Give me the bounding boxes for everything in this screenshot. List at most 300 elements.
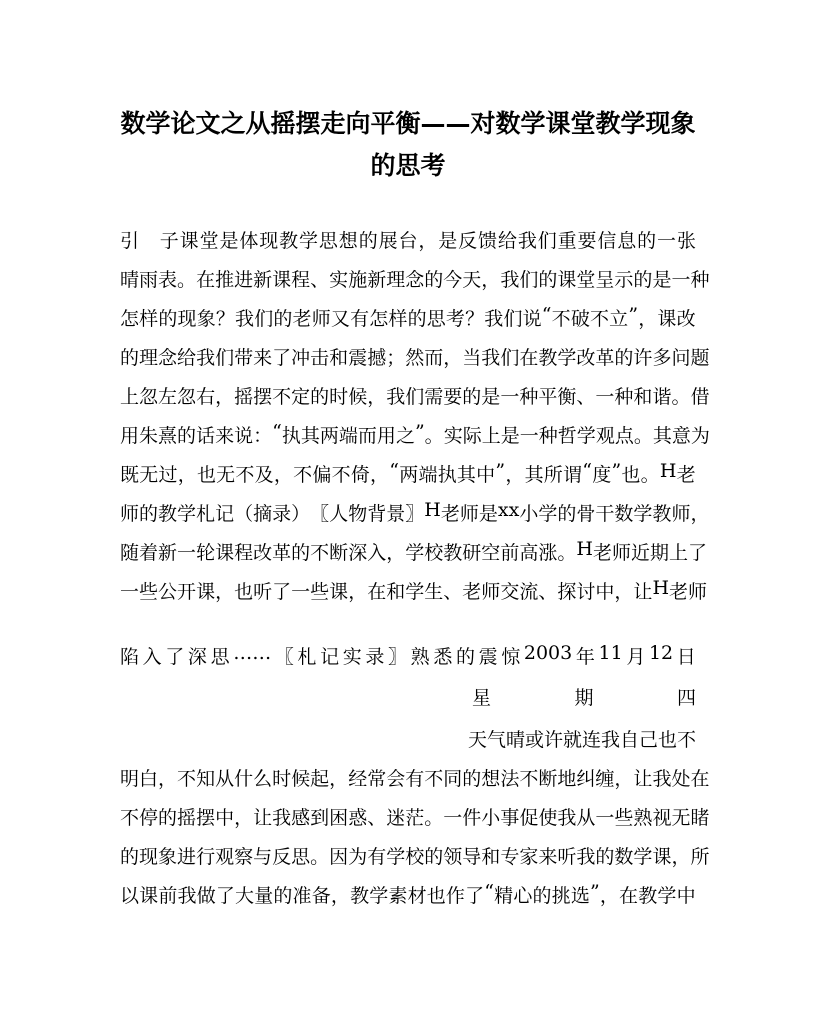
body-char: ，: [671, 846, 691, 868]
body-char: 是: [219, 230, 239, 252]
body-char: ”: [414, 421, 425, 443]
body-char: 些: [614, 807, 634, 829]
body-char: 的: [462, 768, 482, 790]
body-char: ，: [234, 807, 254, 829]
body-char: 、: [538, 581, 558, 603]
body-char: 我: [576, 846, 596, 868]
body-char: 熟: [633, 807, 653, 829]
body-char: 用: [376, 425, 396, 447]
body-char: 处: [671, 768, 691, 790]
body-char: 和: [633, 386, 653, 408]
body-char: 的: [462, 386, 482, 408]
body-char: 视: [652, 807, 672, 829]
body-char: 使: [538, 807, 558, 829]
body-char: 素: [388, 885, 408, 907]
spread-token: 记: [320, 646, 340, 668]
body-char: H: [424, 499, 441, 521]
body-char: 精: [494, 885, 514, 907]
body-char: 又: [330, 308, 350, 330]
body-char: 其: [300, 425, 320, 447]
spread-token: 11: [598, 642, 623, 664]
body-char: 让: [633, 768, 653, 790]
body-char: 上: [669, 542, 689, 564]
body-char: 前: [158, 885, 178, 907]
body-char: 怎: [120, 308, 140, 330]
body-char: 涨: [538, 542, 558, 564]
body-char: 给: [177, 347, 197, 369]
spread-token: 12: [648, 642, 674, 664]
body-char: 熹: [158, 425, 178, 447]
body-char: 倚: [350, 464, 370, 486]
body-char: 所: [543, 464, 563, 486]
body-char: 的: [120, 846, 140, 868]
body-char: 导: [462, 846, 482, 868]
body-char: 天: [462, 269, 482, 291]
body-char: 平: [538, 386, 558, 408]
body-char: 施: [348, 269, 368, 291]
body-char: 了: [688, 542, 708, 564]
body-char: 随: [120, 542, 140, 564]
body-char: 老: [676, 464, 696, 486]
body-char: 我: [481, 347, 501, 369]
body-char: 和: [386, 581, 406, 603]
body-char: 样: [388, 308, 408, 330]
body-char: ”: [628, 304, 639, 326]
weekday-char: 期: [574, 687, 594, 709]
body-char: 我: [652, 768, 672, 790]
body-char: 的: [273, 308, 293, 330]
body-char: 物: [348, 503, 368, 525]
body-char: 定: [291, 386, 311, 408]
body-char: 一: [595, 807, 615, 829]
body-char: 不: [293, 464, 313, 486]
body-char: ：: [253, 425, 273, 447]
body-char: 我: [517, 230, 537, 252]
body-char: 不: [272, 386, 292, 408]
body-char: 地: [557, 768, 577, 790]
body-char: 谓: [563, 464, 583, 486]
body-char: 校: [424, 542, 444, 564]
body-char: 、: [576, 386, 596, 408]
body-char: 怎: [369, 308, 389, 330]
body-char: 。: [557, 542, 577, 564]
body-char: 候: [291, 768, 311, 790]
body-char: “: [484, 881, 494, 903]
body-char: 改: [576, 347, 596, 369]
body-line-5: [120, 382, 710, 409]
body-char: ；: [386, 347, 406, 369]
body-char: 们: [519, 269, 539, 291]
body-char: 中: [215, 807, 235, 829]
body-char: 学: [657, 885, 677, 907]
body-char: 其: [456, 464, 476, 486]
body-char: 备: [311, 885, 331, 907]
body-char: 需: [424, 386, 444, 408]
body-char: 衡: [557, 386, 577, 408]
body-char: 老: [592, 542, 612, 564]
body-char: 许: [633, 347, 653, 369]
body-char: 堂: [576, 269, 596, 291]
body-char: 在: [367, 581, 387, 603]
body-char: 学: [405, 581, 425, 603]
body-char: 挑: [551, 885, 571, 907]
body-char: 些: [139, 581, 159, 603]
body-char: 震: [348, 347, 368, 369]
spread-token: ……: [233, 642, 272, 664]
body-char: 生: [424, 581, 444, 603]
body-char: 中: [595, 581, 615, 603]
body-char: 改: [676, 308, 696, 330]
spread-token: 悉: [433, 646, 453, 668]
body-char: 种: [690, 269, 710, 291]
body-char: 什: [234, 768, 254, 790]
body-char: 要: [577, 230, 597, 252]
body-char: 而: [357, 425, 377, 447]
body-char: 。: [424, 425, 444, 447]
body-char: 理: [386, 269, 406, 291]
body-char: 而: [424, 347, 444, 369]
body-char: 我: [500, 269, 520, 291]
body-char: 程: [291, 269, 311, 291]
body-char: 行: [196, 846, 216, 868]
body-char: 来: [538, 846, 558, 868]
body-char: 不: [590, 308, 610, 330]
body-char: 不: [120, 807, 140, 829]
body-char: 冲: [291, 347, 311, 369]
body-char: 入: [367, 542, 387, 564]
body-char: 改: [253, 542, 273, 564]
body-char: 候: [348, 386, 368, 408]
body-char: “: [582, 460, 592, 482]
body-char: 一: [291, 581, 311, 603]
body-line-2: [120, 265, 710, 292]
body-char: 给: [497, 230, 517, 252]
body-char: 学: [633, 503, 653, 525]
body-char: 课: [652, 846, 672, 868]
body-char: 准: [292, 885, 312, 907]
body-char: 所: [690, 846, 710, 868]
body-char: 心: [513, 885, 533, 907]
body-char: 、: [310, 269, 330, 291]
body-line-7: [120, 460, 696, 487]
body-char: 观: [595, 425, 615, 447]
weather-line: 天气晴或许就连我自己也不: [467, 729, 696, 751]
spread-token: 录: [365, 646, 385, 668]
body-char: 程: [234, 542, 254, 564]
body-char: 老: [462, 581, 482, 603]
body-char: 迷: [386, 807, 406, 829]
body-char: 研: [462, 542, 482, 564]
body-char: 校: [405, 846, 425, 868]
body-char: 摆: [253, 386, 273, 408]
body-char: 听: [253, 581, 273, 603]
body-char: 期: [650, 542, 670, 564]
body-char: 点: [614, 425, 634, 447]
body-char: 茫: [405, 807, 425, 829]
body-char: 高: [519, 542, 539, 564]
body-char: 师: [120, 503, 140, 525]
spread-token: 的: [455, 646, 475, 668]
body-char: 样: [139, 308, 159, 330]
body-char: 课: [196, 581, 216, 603]
body-char: 察: [234, 846, 254, 868]
body-char: 教: [443, 542, 463, 564]
body-char: 新: [158, 542, 178, 564]
body-char: ，: [348, 581, 368, 603]
body-char: 理: [139, 347, 159, 369]
body-char: 执: [437, 464, 457, 486]
spread-token: 震: [478, 646, 498, 668]
body-char: 讨: [576, 581, 596, 603]
body-char: 台: [398, 230, 418, 252]
body-char: 表: [158, 269, 178, 291]
body-char: 干: [595, 503, 615, 525]
body-char: 不: [310, 542, 330, 564]
spread-token: 熟: [410, 646, 430, 668]
body-char: 思: [426, 308, 446, 330]
body-char: 我: [484, 308, 504, 330]
body-char: 既: [120, 464, 140, 486]
spread-token: 实: [342, 646, 362, 668]
body-char: 知: [196, 768, 216, 790]
body-char: 象: [196, 308, 216, 330]
body-char: 是: [481, 386, 501, 408]
spread-token: 札: [297, 646, 317, 668]
body-char: 背: [367, 503, 387, 525]
body-char: ，: [443, 347, 463, 369]
body-char: 不: [551, 308, 571, 330]
body-char: 教: [158, 503, 178, 525]
body-char: 同: [443, 768, 463, 790]
document-title-line-1: 数学论文之从摇摆走向平衡——对数学课堂教学现象: [120, 109, 696, 138]
body-char: 摇: [177, 807, 197, 829]
body-char: 的: [120, 347, 140, 369]
body-char: 不: [331, 464, 351, 486]
body-char: 教: [350, 885, 370, 907]
body-char: 说: [234, 425, 254, 447]
body-char: 到: [310, 807, 330, 829]
body-line-after-3: [120, 842, 710, 869]
body-char: 推: [215, 269, 235, 291]
body-char: 师: [481, 581, 501, 603]
body-char: 示: [614, 269, 634, 291]
body-char: 和: [481, 846, 501, 868]
body-char: 们: [537, 230, 557, 252]
body-char: 想: [338, 230, 358, 252]
spread-token: 惊: [501, 646, 521, 668]
body-char: 数: [614, 503, 634, 525]
body-char: ”: [611, 460, 622, 482]
body-char: 的: [614, 347, 634, 369]
body-char: 的: [310, 386, 330, 408]
body-char: 反: [272, 846, 292, 868]
body-char: 也: [621, 464, 641, 486]
body-char: 教: [279, 230, 299, 252]
body-char: 重: [557, 230, 577, 252]
body-line-after-1: [120, 764, 710, 791]
body-char: 的: [158, 308, 178, 330]
body-char: 我: [272, 807, 292, 829]
body-line-4: [120, 343, 710, 370]
body-char: 我: [386, 386, 406, 408]
body-char: 击: [310, 347, 330, 369]
body-char: 常: [367, 768, 387, 790]
body-char: 哲: [557, 425, 577, 447]
body-char: H: [659, 460, 677, 482]
body-char: 以: [120, 885, 140, 907]
body-char: 师: [611, 542, 631, 564]
body-char: 上: [120, 386, 140, 408]
body-char: 骨: [576, 503, 596, 525]
body-char: 子: [159, 230, 179, 252]
body-char: 学: [557, 347, 577, 369]
body-char: 课: [179, 230, 199, 252]
body-char: 和: [329, 347, 349, 369]
body-char: H: [576, 538, 593, 560]
body-char: 件: [462, 807, 482, 829]
body-char: 近: [630, 542, 650, 564]
body-char: 流: [519, 581, 539, 603]
body-char: ，: [215, 581, 235, 603]
body-char: 进: [177, 846, 197, 868]
body-char: 些: [310, 581, 330, 603]
body-char: 纠: [576, 768, 596, 790]
body-line-8: [120, 499, 710, 526]
body-char: 。: [310, 846, 330, 868]
body-char: 、: [443, 581, 463, 603]
body-char: 的: [595, 846, 615, 868]
body-char: 着: [139, 542, 159, 564]
body-char: 晴: [120, 269, 140, 291]
body-char: 来: [215, 425, 235, 447]
spread-token: 陷: [120, 646, 140, 668]
body-char: 要: [443, 386, 463, 408]
body-char: 学: [538, 503, 558, 525]
body-char: “: [541, 304, 552, 326]
body-char: 的: [637, 230, 657, 252]
body-char: ，: [505, 464, 525, 486]
body-char: 感: [291, 807, 311, 829]
body-char: 的: [273, 885, 293, 907]
body-char: 〖: [310, 503, 330, 525]
body-char: H: [652, 577, 670, 599]
body-char: 上: [481, 425, 501, 447]
body-char: 一: [177, 542, 197, 564]
body-char: ）: [291, 503, 311, 525]
body-char: ，: [158, 768, 178, 790]
body-char: 也: [234, 581, 254, 603]
body-char: 朱: [139, 425, 159, 447]
body-char: 一: [500, 386, 520, 408]
body-char: 的: [532, 885, 552, 907]
body-char: 课: [557, 269, 577, 291]
body-char: 展: [378, 230, 398, 252]
spread-token: 2003: [523, 642, 573, 664]
body-char: 一: [519, 425, 539, 447]
body-char: 用: [120, 425, 140, 447]
body-char: 教: [538, 347, 558, 369]
body-char: 一: [671, 269, 691, 291]
body-char: 谐: [652, 386, 672, 408]
body-char: 。: [633, 425, 653, 447]
body-char: 与: [253, 846, 273, 868]
body-char: 反: [458, 230, 478, 252]
body-char: 学: [369, 885, 389, 907]
body-char: 今: [443, 269, 463, 291]
body-char: 左: [158, 386, 178, 408]
body-char: 两: [399, 464, 419, 486]
body-char: 是: [478, 503, 498, 525]
body-char: ，: [418, 230, 438, 252]
body-char: 我: [177, 885, 197, 907]
body-char: 课: [657, 308, 677, 330]
body-char: 无: [216, 464, 236, 486]
body-char: 种: [614, 386, 634, 408]
body-char: 问: [671, 347, 691, 369]
body-char: 及: [254, 464, 274, 486]
body-char: 们: [254, 308, 274, 330]
body-char: 小: [519, 503, 539, 525]
body-line-spread: [120, 642, 696, 669]
body-char: 种: [538, 425, 558, 447]
body-line-6: [120, 421, 710, 448]
body-char: 话: [196, 425, 216, 447]
body-char: 会: [386, 768, 406, 790]
body-char: 现: [177, 308, 197, 330]
body-char: 困: [329, 807, 349, 829]
body-char: 学: [177, 503, 197, 525]
body-char: 开: [177, 581, 197, 603]
body-char: 不: [177, 768, 197, 790]
body-char: 实: [329, 269, 349, 291]
body-char: 忽: [177, 386, 197, 408]
body-char: 忽: [139, 386, 159, 408]
body-char: 前: [500, 542, 520, 564]
body-char: 师: [688, 581, 708, 603]
body-char: 学: [405, 542, 425, 564]
body-char: 停: [139, 807, 159, 829]
body-line-after-4: [120, 881, 696, 908]
body-char: ，: [614, 581, 634, 603]
body-char: 白: [139, 768, 159, 790]
body-char: 念: [405, 269, 425, 291]
body-char: 摘: [253, 503, 273, 525]
document-title-line-2: 的思考: [370, 151, 446, 180]
body-char: 堂: [199, 230, 219, 252]
body-char: 学: [633, 846, 653, 868]
body-char: 师: [671, 503, 691, 525]
body-char: 量: [254, 885, 274, 907]
body-char: （: [234, 503, 254, 525]
body-char: 呈: [595, 269, 615, 291]
body-char: 现: [139, 846, 159, 868]
body-char: 的: [291, 542, 311, 564]
body-char: 立: [609, 308, 629, 330]
body-char: 说: [522, 308, 542, 330]
body-char: 了: [465, 885, 485, 907]
body-char: 多: [652, 347, 672, 369]
body-char: 们: [405, 386, 425, 408]
body-line-10: [120, 577, 708, 604]
body-char: 破: [570, 308, 590, 330]
body-char: 们: [215, 347, 235, 369]
body-char: 执: [281, 425, 301, 447]
body-char: ？: [215, 308, 235, 330]
body-char: 札: [196, 503, 216, 525]
body-char: 法: [500, 768, 520, 790]
body-char: 为: [348, 846, 368, 868]
body-char: 师: [311, 308, 331, 330]
